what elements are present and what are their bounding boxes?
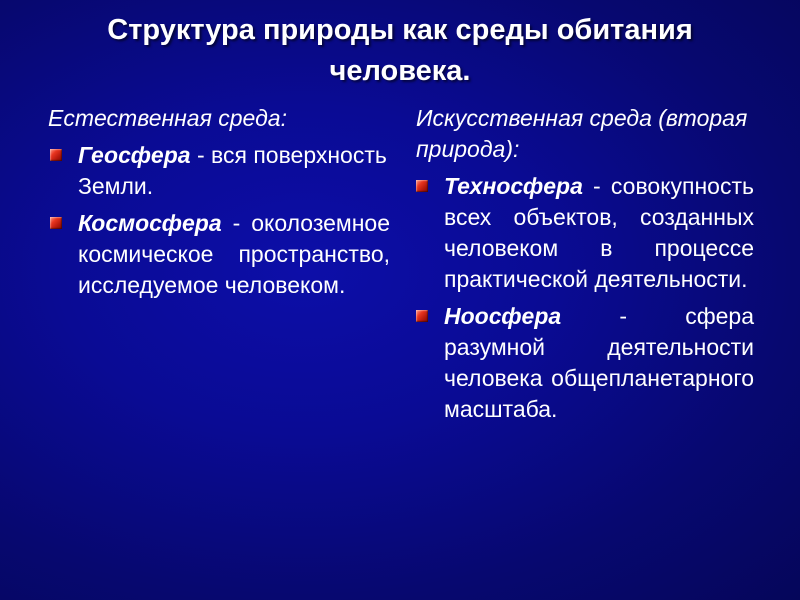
item-definition: - вся поверхность Земли. xyxy=(78,142,387,199)
square-bullet-icon xyxy=(416,310,428,322)
square-bullet-icon xyxy=(50,217,62,229)
left-column xyxy=(48,103,390,301)
right-heading: Искусственная среда (вторая природа): xyxy=(416,105,748,162)
list-item xyxy=(414,301,754,425)
list-item xyxy=(414,171,754,295)
item-term: Космосфера xyxy=(78,210,222,236)
square-bullet-icon xyxy=(416,180,428,192)
right-column xyxy=(414,103,754,425)
list-item xyxy=(48,140,390,202)
slide-title: Структура природы как среды обитания человека. xyxy=(107,14,693,87)
left-heading: Естественная среда: xyxy=(48,105,287,131)
list-item xyxy=(48,208,390,301)
square-bullet-icon xyxy=(50,149,62,161)
item-definition: - совокупность всех объектов, созданных человеком в процессе практической деятельности. xyxy=(444,173,754,292)
item-term: Геосфера xyxy=(78,142,191,168)
item-definition: - сфера разумной деятельности человека общепланетарного масштаба. xyxy=(444,303,754,422)
item-definition: - околоземное космическое пространство, исследуемое человеком. xyxy=(78,210,390,298)
item-term: Техносфера xyxy=(444,173,583,199)
item-term: Ноосфера xyxy=(444,303,562,329)
